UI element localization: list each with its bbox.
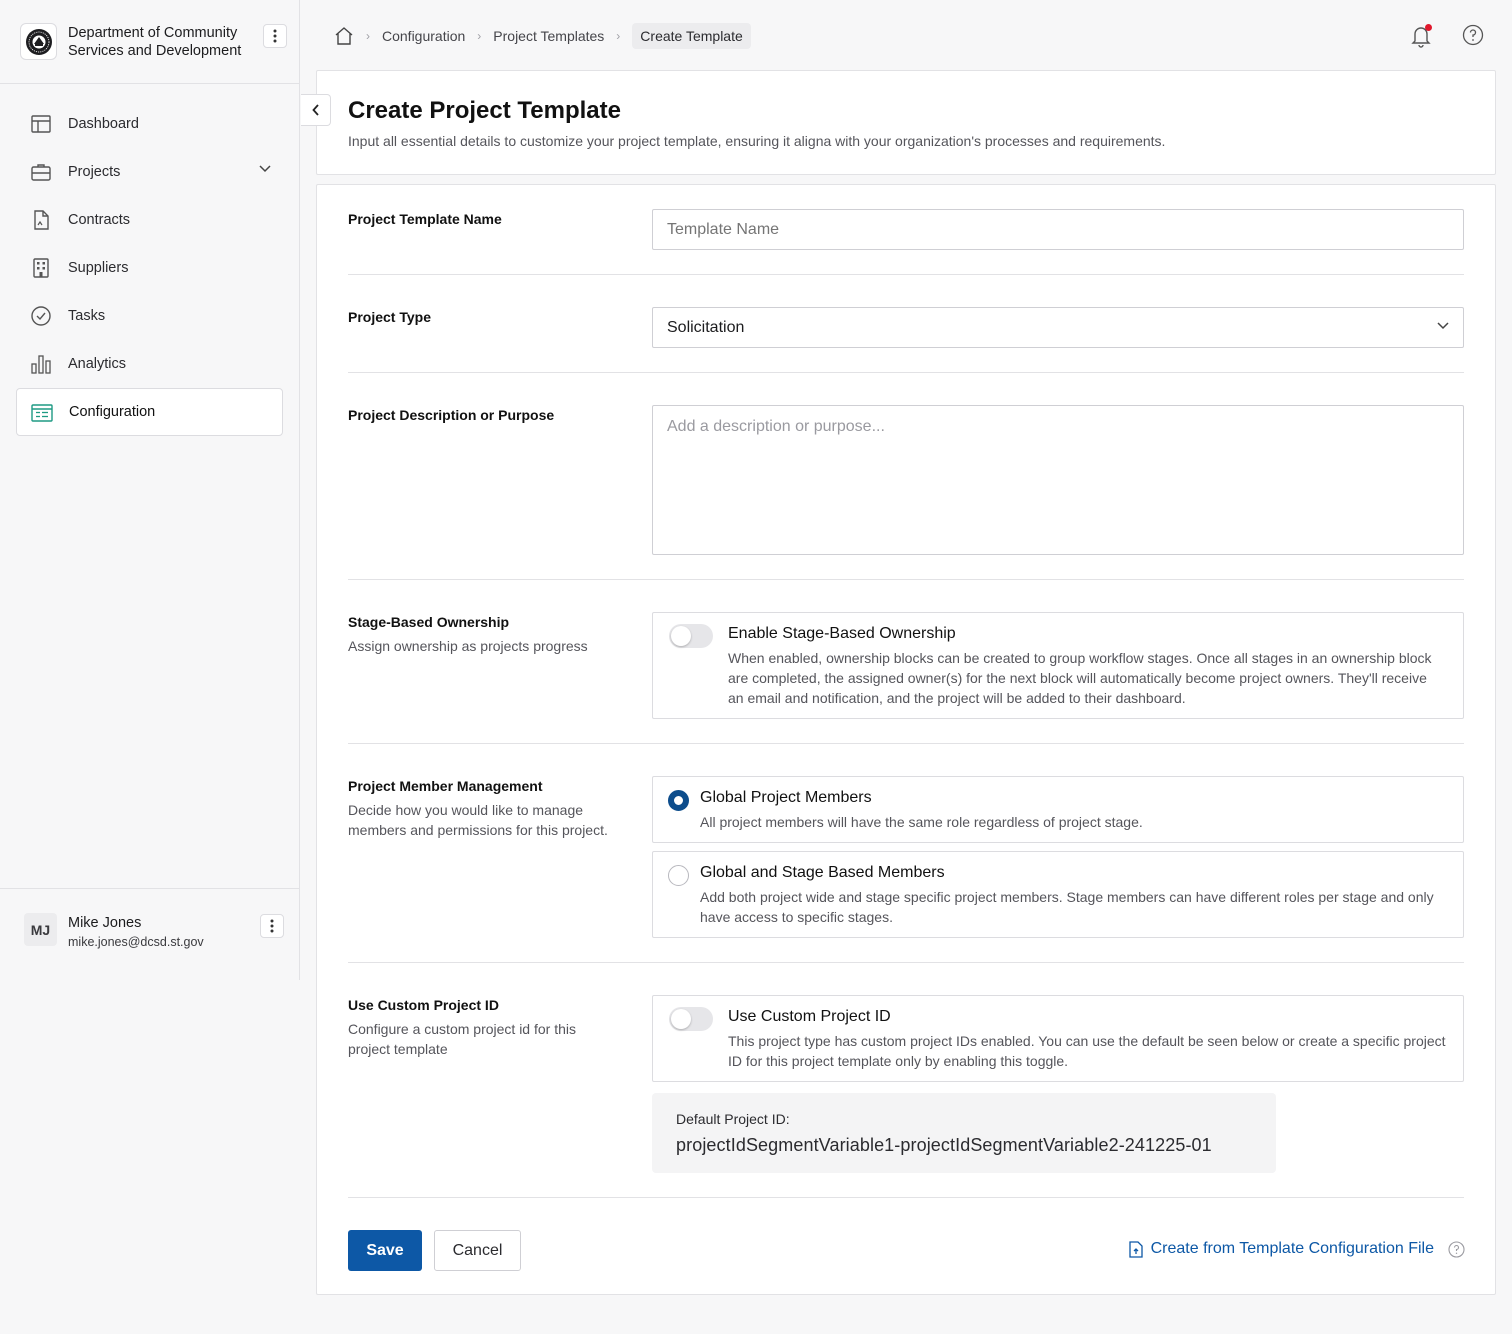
avatar: MJ [24,913,57,946]
default-project-id-box [652,1093,1276,1173]
top-icons [1410,24,1484,51]
config-icon [31,402,53,424]
sidebar-item-label: Tasks [68,308,106,324]
sidebar-item-dashboard[interactable] [16,100,283,148]
chevron-down-icon [1437,322,1449,330]
chevron-right-icon: › [477,29,482,43]
radio-global-members[interactable] [668,790,689,811]
chevron-right-icon: › [366,29,370,43]
kebab-icon [270,919,274,933]
custom-id-label: Use Custom Project ID [348,997,499,1013]
divider [348,274,1464,275]
chevron-left-icon [312,104,320,116]
user-name: Mike Jones [68,915,142,931]
custom-id-desc: Configure a custom project id for this project template [348,1021,576,1057]
stage-ownership-toggle-desc: When enabled, ownership blocks can be created to group workflow stages. Once all stages in an ownership block are completed, the assigned owner(s) for the next block will automatically become project owners. They'll receive an email and notification, and the project will be added to their dashboard. [728,650,1432,706]
sidebar-item-label: Contracts [68,212,131,228]
sidebar-item-contracts[interactable] [16,196,283,244]
chevron-down-icon[interactable] [259,165,271,173]
page-subtitle: Input all essential details to customize your project template, ensuring it aligna with your organization's processes and requirements. [348,133,1166,149]
stage-ownership-option [652,612,1464,719]
divider [348,743,1464,744]
project-type-select[interactable] [652,307,1464,348]
breadcrumb [334,22,751,50]
sidebar-item-label: Configuration [69,404,156,420]
org-header [0,0,299,84]
user-menu-button[interactable] [260,914,284,938]
default-project-id-value: projectIdSegmentVariable1-projectIdSegmentVariable2-241225-01 [676,1135,1212,1155]
description-label: Project Description or Purpose [348,407,555,423]
stage-ownership-desc: Assign ownership as projects progress [348,638,588,654]
member-option-stage[interactable] [652,851,1464,938]
member-option-title: Global Project Members [700,789,872,806]
description-textarea[interactable] [652,405,1464,555]
radio-stage-members[interactable] [668,865,689,886]
stage-ownership-label: Stage-Based Ownership [348,614,510,630]
create-from-config-file-link[interactable] [1129,1240,1465,1258]
project-type-value: Solicitation [667,318,745,336]
member-option-desc: Add both project wide and stage specific project members. Stage members can have different roles per stage and only have access to specific stages. [700,889,1434,925]
divider [348,579,1464,580]
org-name: Department of Community Services and Development [68,24,242,59]
kebab-icon [273,29,277,43]
sidebar-item-label: Projects [68,164,121,180]
member-option-desc: All project members will have the same role regardless of project stage. [700,814,1143,830]
member-option-global[interactable] [652,776,1464,843]
default-project-id-label: Default Project ID: [676,1111,790,1127]
breadcrumb-configuration[interactable]: Configuration [382,28,466,44]
divider [348,962,1464,963]
notifications-button[interactable] [1410,24,1432,48]
divider [348,372,1464,373]
bar-chart-icon [30,353,52,375]
collapse-sidebar-button[interactable] [301,94,331,126]
custom-id-option [652,995,1464,1082]
page-title: Create Project Template [348,97,621,124]
template-name-input[interactable] [652,209,1464,250]
org-menu-button[interactable] [263,24,287,48]
sidebar-item-label: Analytics [68,356,127,372]
project-type-label: Project Type [348,309,431,325]
description-placeholder: Add a description or purpose... [667,418,885,435]
member-mgmt-label: Project Member Management [348,778,543,794]
briefcase-icon [30,161,52,183]
custom-id-toggle-desc: This project type has custom project IDs enabled. You can use the default be seen below or create a specific project ID for this project template only by enabling this toggle. [728,1033,1446,1069]
custom-id-toggle[interactable] [669,1007,713,1031]
file-upload-icon [1129,1241,1143,1258]
sidebar-item-label: Suppliers [68,260,129,276]
config-file-link-label: Create from Template Configuration File [1150,1240,1434,1257]
user-profile [0,888,300,980]
chevron-right-icon: › [616,29,621,43]
sidebar-item-label: Dashboard [68,116,139,132]
stage-ownership-toggle[interactable] [669,624,713,648]
divider [348,1197,1464,1198]
breadcrumb-project-templates[interactable]: Project Templates [493,28,605,44]
sidebar-nav [0,84,299,436]
dashboard-icon [30,113,52,135]
page-header [316,70,1496,175]
notification-dot [1425,24,1432,31]
sidebar-item-projects[interactable] [16,148,283,196]
template-name-label: Project Template Name [348,211,502,227]
member-option-title: Global and Stage Based Members [700,864,945,881]
save-button[interactable]: Save [348,1230,422,1271]
template-form [316,184,1496,1295]
user-email: mike.jones@dcsd.st.gov [68,935,204,949]
sidebar-item-configuration[interactable] [16,388,283,436]
cancel-button[interactable]: Cancel [434,1230,521,1271]
sidebar-item-suppliers[interactable] [16,244,283,292]
home-icon[interactable] [334,26,354,46]
building-icon [30,257,52,279]
member-mgmt-desc: Decide how you would like to manage members and permissions for this project. [348,802,608,838]
breadcrumb-current: Create Template [632,23,750,49]
sidebar [0,0,300,980]
custom-id-toggle-title: Use Custom Project ID [728,1008,891,1025]
sidebar-item-tasks[interactable] [16,292,283,340]
help-icon [1462,24,1484,46]
check-circle-icon [30,305,52,327]
seal-icon [20,23,57,60]
stage-ownership-toggle-title: Enable Stage-Based Ownership [728,625,956,642]
sidebar-item-analytics[interactable] [16,340,283,388]
help-button[interactable] [1462,24,1484,51]
contract-icon [30,209,52,231]
help-icon[interactable] [1448,1241,1465,1258]
